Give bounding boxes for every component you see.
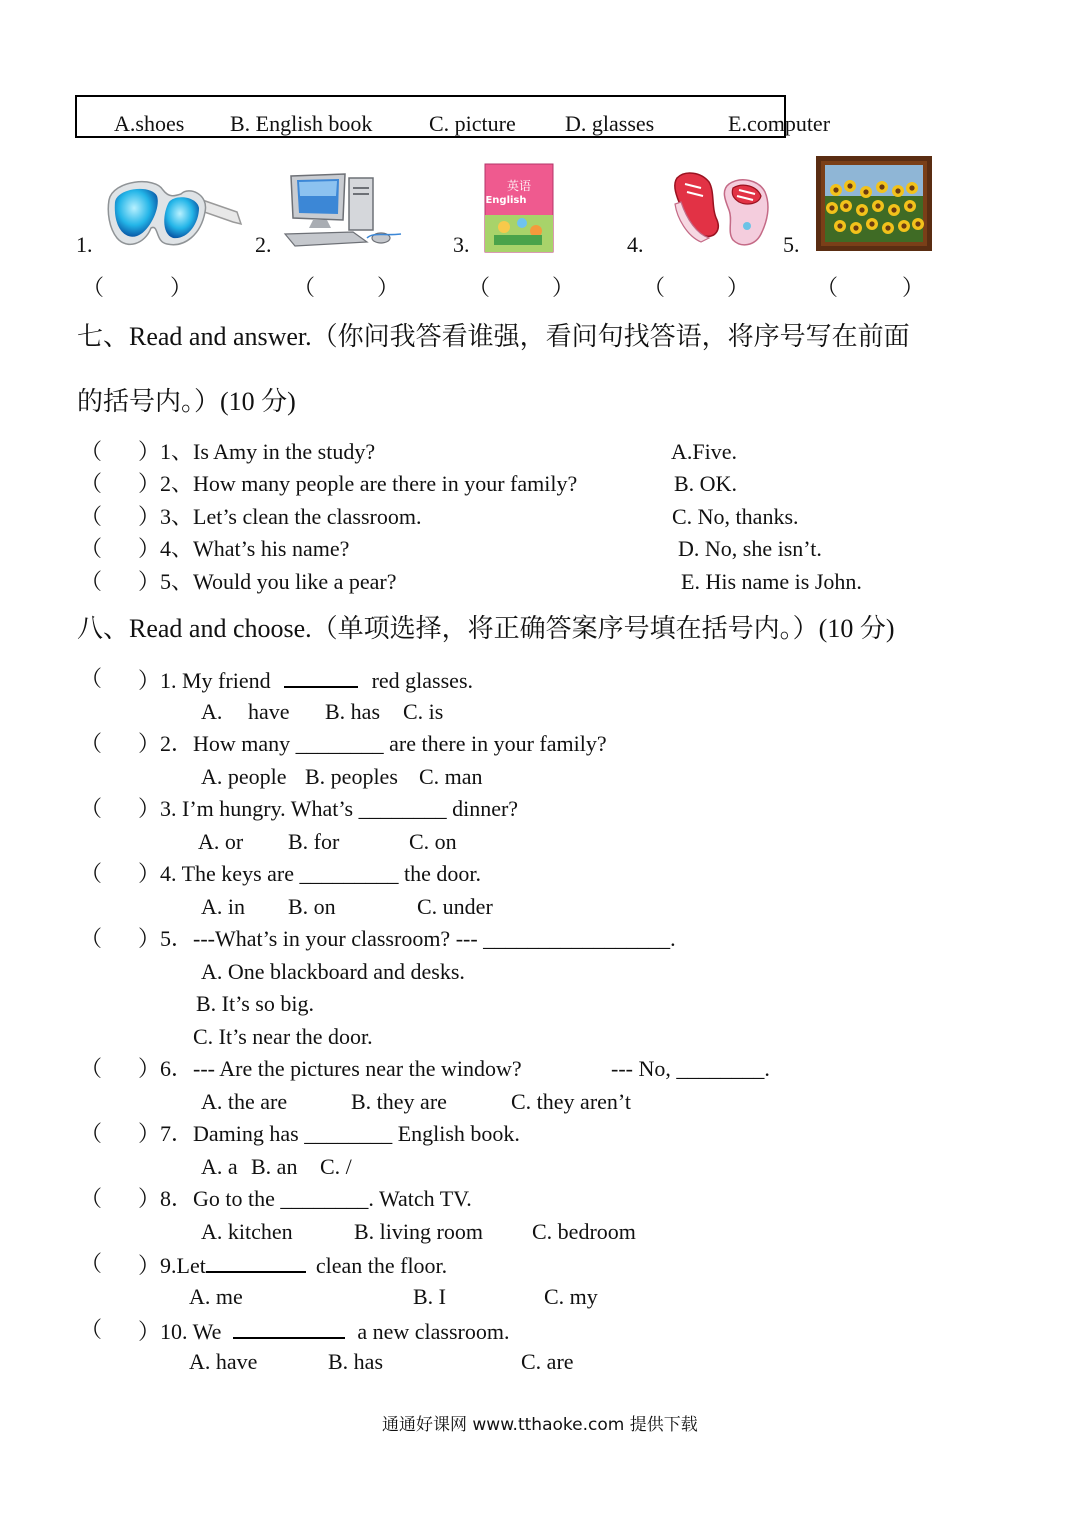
- s8-q10-text: ）10. We a new classroom.: [138, 1319, 510, 1344]
- s8-paren-1[interactable]: （: [80, 666, 103, 691]
- s8-q5-option-b: B. It’s so big.: [196, 991, 314, 1016]
- s7-paren-2[interactable]: （: [80, 471, 103, 496]
- s8-q10-option-a: A. have: [189, 1349, 258, 1374]
- s8-q9-text: ）9.Let clean the floor.: [138, 1253, 448, 1278]
- s8-paren-6[interactable]: （: [80, 1056, 103, 1081]
- s8-q3-option-a: A. or: [198, 829, 244, 854]
- s8-q4-option-a: A. in: [201, 894, 245, 919]
- s8-q6-option-b: B. they are: [351, 1089, 447, 1114]
- s8-q2-text: ）2．How many ________ are there in your family?: [138, 731, 607, 756]
- s8-q9-option-a: A. me: [189, 1284, 243, 1309]
- word-bank-item-e: E.computer: [728, 111, 831, 136]
- section7-title-line2: 的括号内。）(10 分): [77, 387, 296, 416]
- s8-q10-option-c: C. are: [521, 1349, 574, 1374]
- sunflower-picture-icon: [816, 156, 932, 251]
- s8-q2-option-c: C. man: [419, 764, 483, 789]
- s8-paren-4[interactable]: （: [80, 861, 103, 886]
- s8-q1-option-c: C. is: [403, 699, 444, 724]
- s7-paren-3[interactable]: （: [80, 504, 103, 529]
- s7-question-5: ）5、Would you like a pear?: [138, 569, 397, 594]
- s8-q2-option-b: B. peoples: [305, 764, 398, 789]
- s7-paren-5[interactable]: （: [80, 569, 103, 594]
- s8-q8-option-b: B. living room: [354, 1219, 483, 1244]
- shoes-icon: [671, 168, 773, 254]
- s8-q5-option-c: C. It’s near the door.: [193, 1024, 373, 1049]
- s8-q3-text: ）3. I’m hungry. What’s ________ dinner?: [138, 796, 519, 821]
- s8-q2-option-a: A. people: [201, 764, 287, 789]
- s8-paren-9[interactable]: （: [80, 1251, 103, 1276]
- s7-question-1: ）1、Is Amy in the study?: [138, 439, 376, 464]
- glasses-icon: [105, 172, 245, 252]
- s7-answer-c: C. No, thanks.: [672, 504, 799, 529]
- s8-q8-text: ）8．Go to the ________. Watch TV.: [138, 1186, 472, 1211]
- s8-paren-2[interactable]: （: [80, 731, 103, 756]
- s8-q4-option-c: C. under: [417, 894, 493, 919]
- s7-question-3: ）3、Let’s clean the classroom.: [138, 504, 422, 529]
- picture-number-4: 4.: [627, 232, 644, 257]
- s8-q7-text: ）7．Daming has ________ English book.: [138, 1121, 520, 1146]
- s7-question-2: ）2、How many people are there in your family?: [138, 471, 578, 496]
- picture-number-5: 5.: [783, 232, 800, 257]
- word-bank-item-d: D. glasses: [565, 111, 655, 136]
- s8-q9-option-b: B. I: [413, 1284, 446, 1309]
- s8-q1-blank: [284, 666, 358, 688]
- s8-q10-option-b: B. has: [328, 1349, 383, 1374]
- word-bank-item-a: A.shoes: [114, 111, 185, 136]
- s8-q6-text: ）6．--- Are the pictures near the window?: [138, 1056, 522, 1081]
- s8-q7-option-a: A. a: [201, 1154, 238, 1179]
- s8-q6-option-c: C. they aren’t: [511, 1089, 631, 1114]
- section8-title: 八、Read and choose.（单项选择，将正确答案序号填在括号内。）(10 分): [77, 614, 895, 643]
- s8-q9-blank: [206, 1251, 306, 1273]
- s7-answer-e: E. His name is John.: [681, 569, 862, 594]
- s8-paren-5[interactable]: （: [80, 926, 103, 951]
- s8-q5-text: ）5．---What’s in your classroom? --- _________________.: [138, 926, 676, 951]
- s8-q3-option-b: B. for: [288, 829, 340, 854]
- s8-q1-option-a: have: [248, 699, 290, 724]
- s8-q4-text: ）4. The keys are _________ the door.: [138, 861, 481, 886]
- english-book-icon: [484, 163, 554, 253]
- s8-q9-option-c: C. my: [544, 1284, 598, 1309]
- s8-q1-option-a-label: A.: [201, 699, 223, 724]
- s8-q5-option-a: A. One blackboard and desks.: [201, 959, 465, 984]
- s7-paren-4[interactable]: （: [80, 536, 103, 561]
- s8-paren-8[interactable]: （: [80, 1186, 103, 1211]
- book-cover-subtitle: English: [485, 195, 527, 206]
- book-cover-title: 英语: [506, 179, 532, 193]
- s8-q1-text: ）1. My friend red glasses.: [138, 668, 474, 693]
- s7-paren-1[interactable]: （: [80, 439, 103, 464]
- s8-q8-option-c: C. bedroom: [532, 1219, 636, 1244]
- s8-paren-3[interactable]: （: [80, 796, 103, 821]
- word-bank-item-c: C. picture: [429, 111, 516, 136]
- s8-q6-option-a: A. the are: [201, 1089, 288, 1114]
- s8-paren-10[interactable]: （: [80, 1317, 103, 1342]
- s7-question-4: ）4、What’s his name?: [138, 536, 350, 561]
- s8-paren-7[interactable]: （: [80, 1121, 103, 1146]
- picture-number-2: 2.: [255, 232, 272, 257]
- s8-q7-option-b: B. an: [251, 1154, 298, 1179]
- s7-answer-a: A.Five.: [671, 439, 737, 464]
- s7-answer-b: B. OK.: [674, 471, 737, 496]
- picture-number-1: 1.: [76, 232, 93, 257]
- footer-text: 通通好课网 www.tthaoke.com 提供下载: [382, 1415, 698, 1435]
- s8-q10-blank: [233, 1317, 345, 1339]
- s8-q7-option-c: C. /: [320, 1154, 352, 1179]
- s8-q4-option-b: B. on: [288, 894, 336, 919]
- s8-q6-reply: --- No, ________.: [611, 1056, 770, 1081]
- word-bank-item-b: B. English book: [230, 111, 373, 136]
- s8-q1-option-b: B. has: [325, 699, 380, 724]
- computer-icon: [283, 172, 407, 254]
- section7-title-line1: 七、Read and answer.（你问我答看谁强，看问句找答语，将序号写在前面: [77, 322, 910, 351]
- picture-number-3: 3.: [453, 232, 470, 257]
- s8-q3-option-c: C. on: [409, 829, 457, 854]
- s7-answer-d: D. No, she isn’t.: [678, 536, 822, 561]
- s8-q8-option-a: A. kitchen: [201, 1219, 293, 1244]
